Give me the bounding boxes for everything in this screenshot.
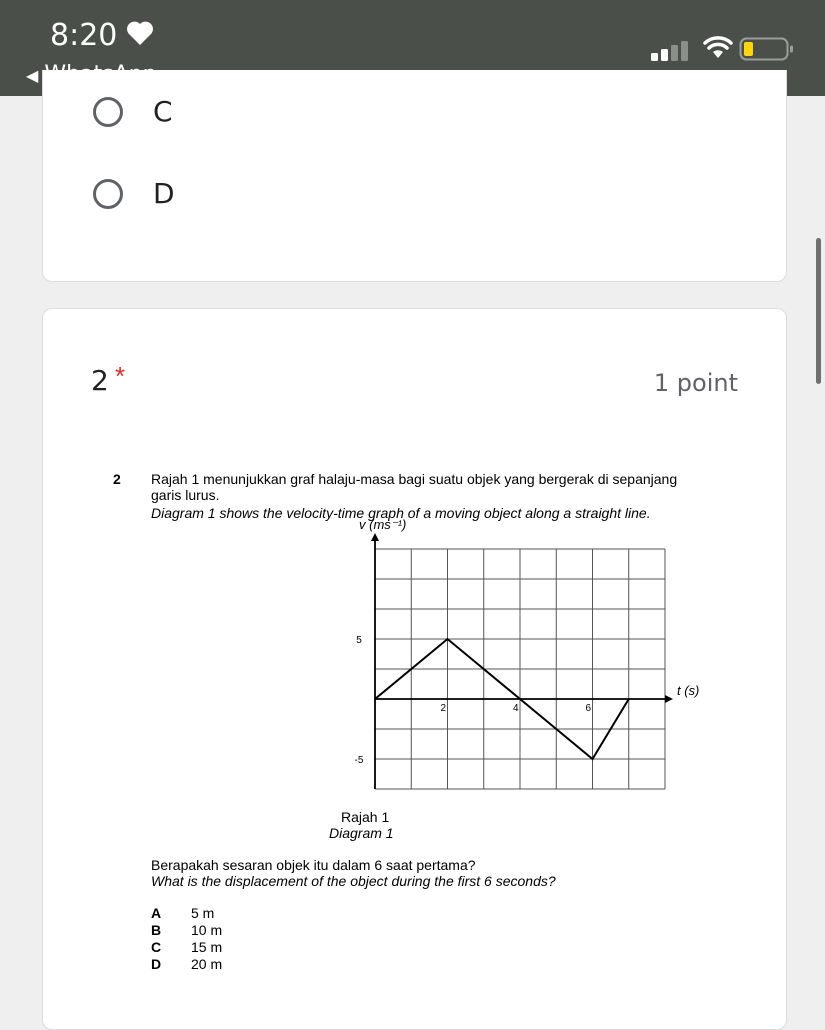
chart-marks <box>355 517 700 789</box>
heart-icon <box>126 20 154 46</box>
choice-b <box>151 922 222 939</box>
radio-button[interactable] <box>93 97 123 127</box>
choices-list <box>151 905 222 973</box>
choice-letter: B <box>151 922 162 938</box>
choice-text: 5 m <box>191 905 215 921</box>
choice-letter: D <box>151 956 162 972</box>
x-tick-label: 4 <box>513 703 519 714</box>
question-card <box>42 308 787 1030</box>
y-tick-label: 5 <box>356 635 362 646</box>
choice-text: 15 m <box>191 939 223 955</box>
prompt-malay: Berapakah sesaran objek itu dalam 6 saat pertama? <box>151 857 476 873</box>
option-d[interactable] <box>93 177 175 210</box>
choice-a <box>151 905 222 922</box>
radio-button[interactable] <box>93 179 123 209</box>
choice-letter: A <box>151 905 162 921</box>
grid <box>375 549 665 789</box>
choice-text: 10 m <box>191 922 223 938</box>
question-number: 2 <box>91 364 109 397</box>
x-axis-label: t (s) <box>677 683 700 698</box>
question-text-malay: Rajah 1 menunjukkan graf halaju-masa bagi suatu objek yang bergerak di sepanjang <box>151 471 678 487</box>
y-axis-arrow-icon <box>371 533 379 541</box>
question-text-malay-cont: garis lurus. <box>151 487 220 503</box>
choice-letter: C <box>151 939 162 955</box>
diagram-caption-english: Diagram 1 <box>329 825 394 841</box>
velocity-time-graph <box>253 517 700 821</box>
prompt-english: What is the displacement of the object during the first 6 seconds? <box>151 873 556 889</box>
x-axis-arrow-icon <box>665 695 673 703</box>
clock: 8:20 <box>50 18 118 53</box>
scrollbar-thumb[interactable] <box>816 238 821 384</box>
back-arrow-icon: ◀ <box>26 66 39 85</box>
required-asterisk: * <box>115 361 126 391</box>
points-label: 1 point <box>653 369 738 397</box>
question-image <box>103 459 723 979</box>
option-label: C <box>153 95 173 128</box>
question-text-english: Diagram 1 shows the velocity-time graph of a moving object along a straight line. <box>151 505 651 521</box>
wifi-icon <box>703 36 733 60</box>
y-axis-label: v (ms⁻¹) <box>359 517 407 532</box>
option-label: D <box>153 177 175 210</box>
choice-c <box>151 939 222 956</box>
item-number: 2 <box>113 471 121 487</box>
battery-icon <box>739 37 795 63</box>
previous-question-card <box>42 70 787 282</box>
choice-text: 20 m <box>191 956 223 972</box>
option-c[interactable] <box>93 95 173 128</box>
signal-icon <box>651 40 691 62</box>
y-tick-label: -5 <box>354 755 364 766</box>
x-tick-label: 2 <box>440 703 447 714</box>
diagram-caption-malay: Rajah 1 <box>341 809 390 825</box>
x-tick-label: 6 <box>585 703 592 714</box>
choice-d <box>151 956 222 973</box>
